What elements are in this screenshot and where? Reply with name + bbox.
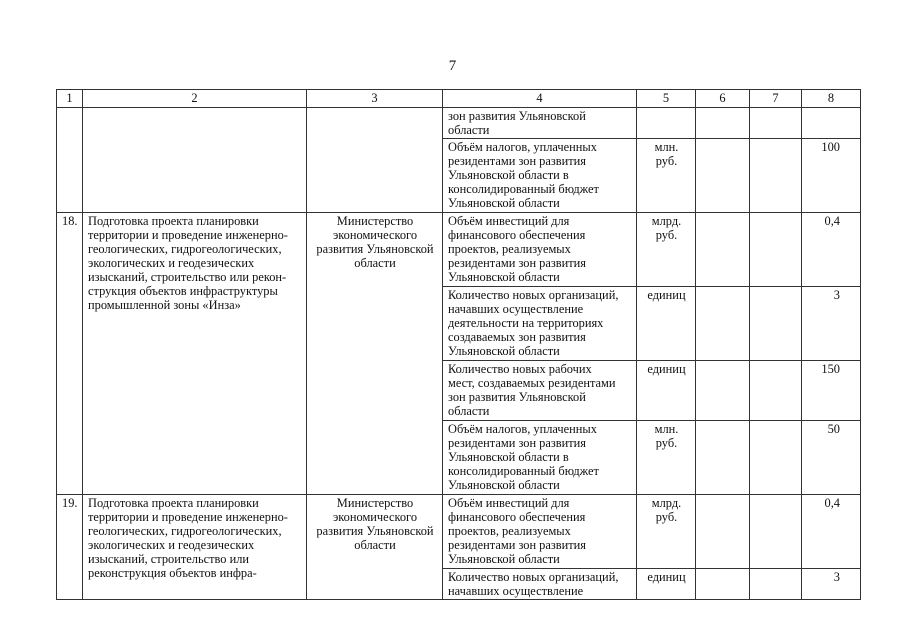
value-cell: 3 xyxy=(802,569,861,600)
item-number-cell: 18. xyxy=(57,213,83,495)
col6-cell xyxy=(696,361,750,421)
column-number-row xyxy=(57,90,861,108)
col6-cell xyxy=(696,569,750,600)
col7-cell xyxy=(750,569,802,600)
value-cell: 50 xyxy=(802,421,861,495)
col6-cell xyxy=(696,139,750,213)
col6-cell xyxy=(696,108,750,139)
table-row xyxy=(57,108,861,139)
col7-cell xyxy=(750,213,802,287)
table-row xyxy=(57,213,861,287)
indicator-cell: Количество новых организаций, начавших осуществление деятельности на территориях создаваемых зон развития Ульяновской области xyxy=(443,287,637,361)
value-cell: 3 xyxy=(802,287,861,361)
unit-cell: млн. руб. xyxy=(637,139,696,213)
indicator-cell: Объём налогов, уплаченных резидентами зон развития Ульяновской области в консолидированный бюджет Ульяновской области xyxy=(443,139,637,213)
item-number-cell: 19. xyxy=(57,495,83,600)
executor-cell xyxy=(307,108,443,213)
indicator-cell: Объём инвестиций для финансового обеспечения проектов, реализуемых резидентами зон развития Ульяновской области xyxy=(443,495,637,569)
unit-cell: млрд. руб. xyxy=(637,213,696,287)
indicator-cell: Количество новых организаций, начавших осуществление xyxy=(443,569,637,600)
col6-cell xyxy=(696,287,750,361)
measure-name-cell: Подготовка проекта планировки территории и проведение инженерно- геологических, гидрогеологических, экологических и геодезических изысканий, строительство или реконструкция объектов инфра- xyxy=(83,495,307,600)
value-cell xyxy=(802,108,861,139)
executor-cell: Министерство экономического развития Ульяновской области xyxy=(307,213,443,495)
value-cell: 0,4 xyxy=(802,495,861,569)
value-cell: 0,4 xyxy=(802,213,861,287)
col7-cell xyxy=(750,139,802,213)
column-number: 6 xyxy=(696,90,750,108)
col7-cell xyxy=(750,361,802,421)
column-number: 8 xyxy=(802,90,861,108)
indicator-cell: зон развития Ульяновской области xyxy=(443,108,637,139)
value-cell: 100 xyxy=(802,139,861,213)
measure-name-cell: Подготовка проекта планировки территории и проведение инженерно- геологических, гидрогеологических, экологических и геодезических изысканий, строительство или рекон- струкция объектов инфраструктуры промышленной зоны «Инза» xyxy=(83,213,307,495)
col7-cell xyxy=(750,108,802,139)
col6-cell xyxy=(696,421,750,495)
col7-cell xyxy=(750,495,802,569)
col6-cell xyxy=(696,213,750,287)
page-number: 7 xyxy=(448,58,457,74)
column-number: 1 xyxy=(57,90,83,108)
unit-cell xyxy=(637,108,696,139)
item-number-cell xyxy=(57,108,83,213)
col7-cell xyxy=(750,287,802,361)
indicator-cell: Объём налогов, уплаченных резидентами зон развития Ульяновской области в консолидированный бюджет Ульяновской области xyxy=(443,421,637,495)
unit-cell: млн. руб. xyxy=(637,421,696,495)
col6-cell xyxy=(696,495,750,569)
column-number: 7 xyxy=(750,90,802,108)
column-number: 2 xyxy=(83,90,307,108)
table-row xyxy=(57,495,861,569)
unit-cell: единиц xyxy=(637,287,696,361)
unit-cell: единиц xyxy=(637,361,696,421)
indicator-cell: Количество новых рабочих мест, создаваемых резидентами зон развития Ульяновской области xyxy=(443,361,637,421)
unit-cell: единиц xyxy=(637,569,696,600)
indicators-table xyxy=(56,89,861,600)
column-number: 4 xyxy=(443,90,637,108)
unit-cell: млрд. руб. xyxy=(637,495,696,569)
executor-cell: Министерство экономического развития Ульяновской области xyxy=(307,495,443,600)
value-cell: 150 xyxy=(802,361,861,421)
column-number: 5 xyxy=(637,90,696,108)
col7-cell xyxy=(750,421,802,495)
measure-name-cell xyxy=(83,108,307,213)
column-number: 3 xyxy=(307,90,443,108)
indicator-cell: Объём инвестиций для финансового обеспечения проектов, реализуемых резидентами зон развития Ульяновской области xyxy=(443,213,637,287)
